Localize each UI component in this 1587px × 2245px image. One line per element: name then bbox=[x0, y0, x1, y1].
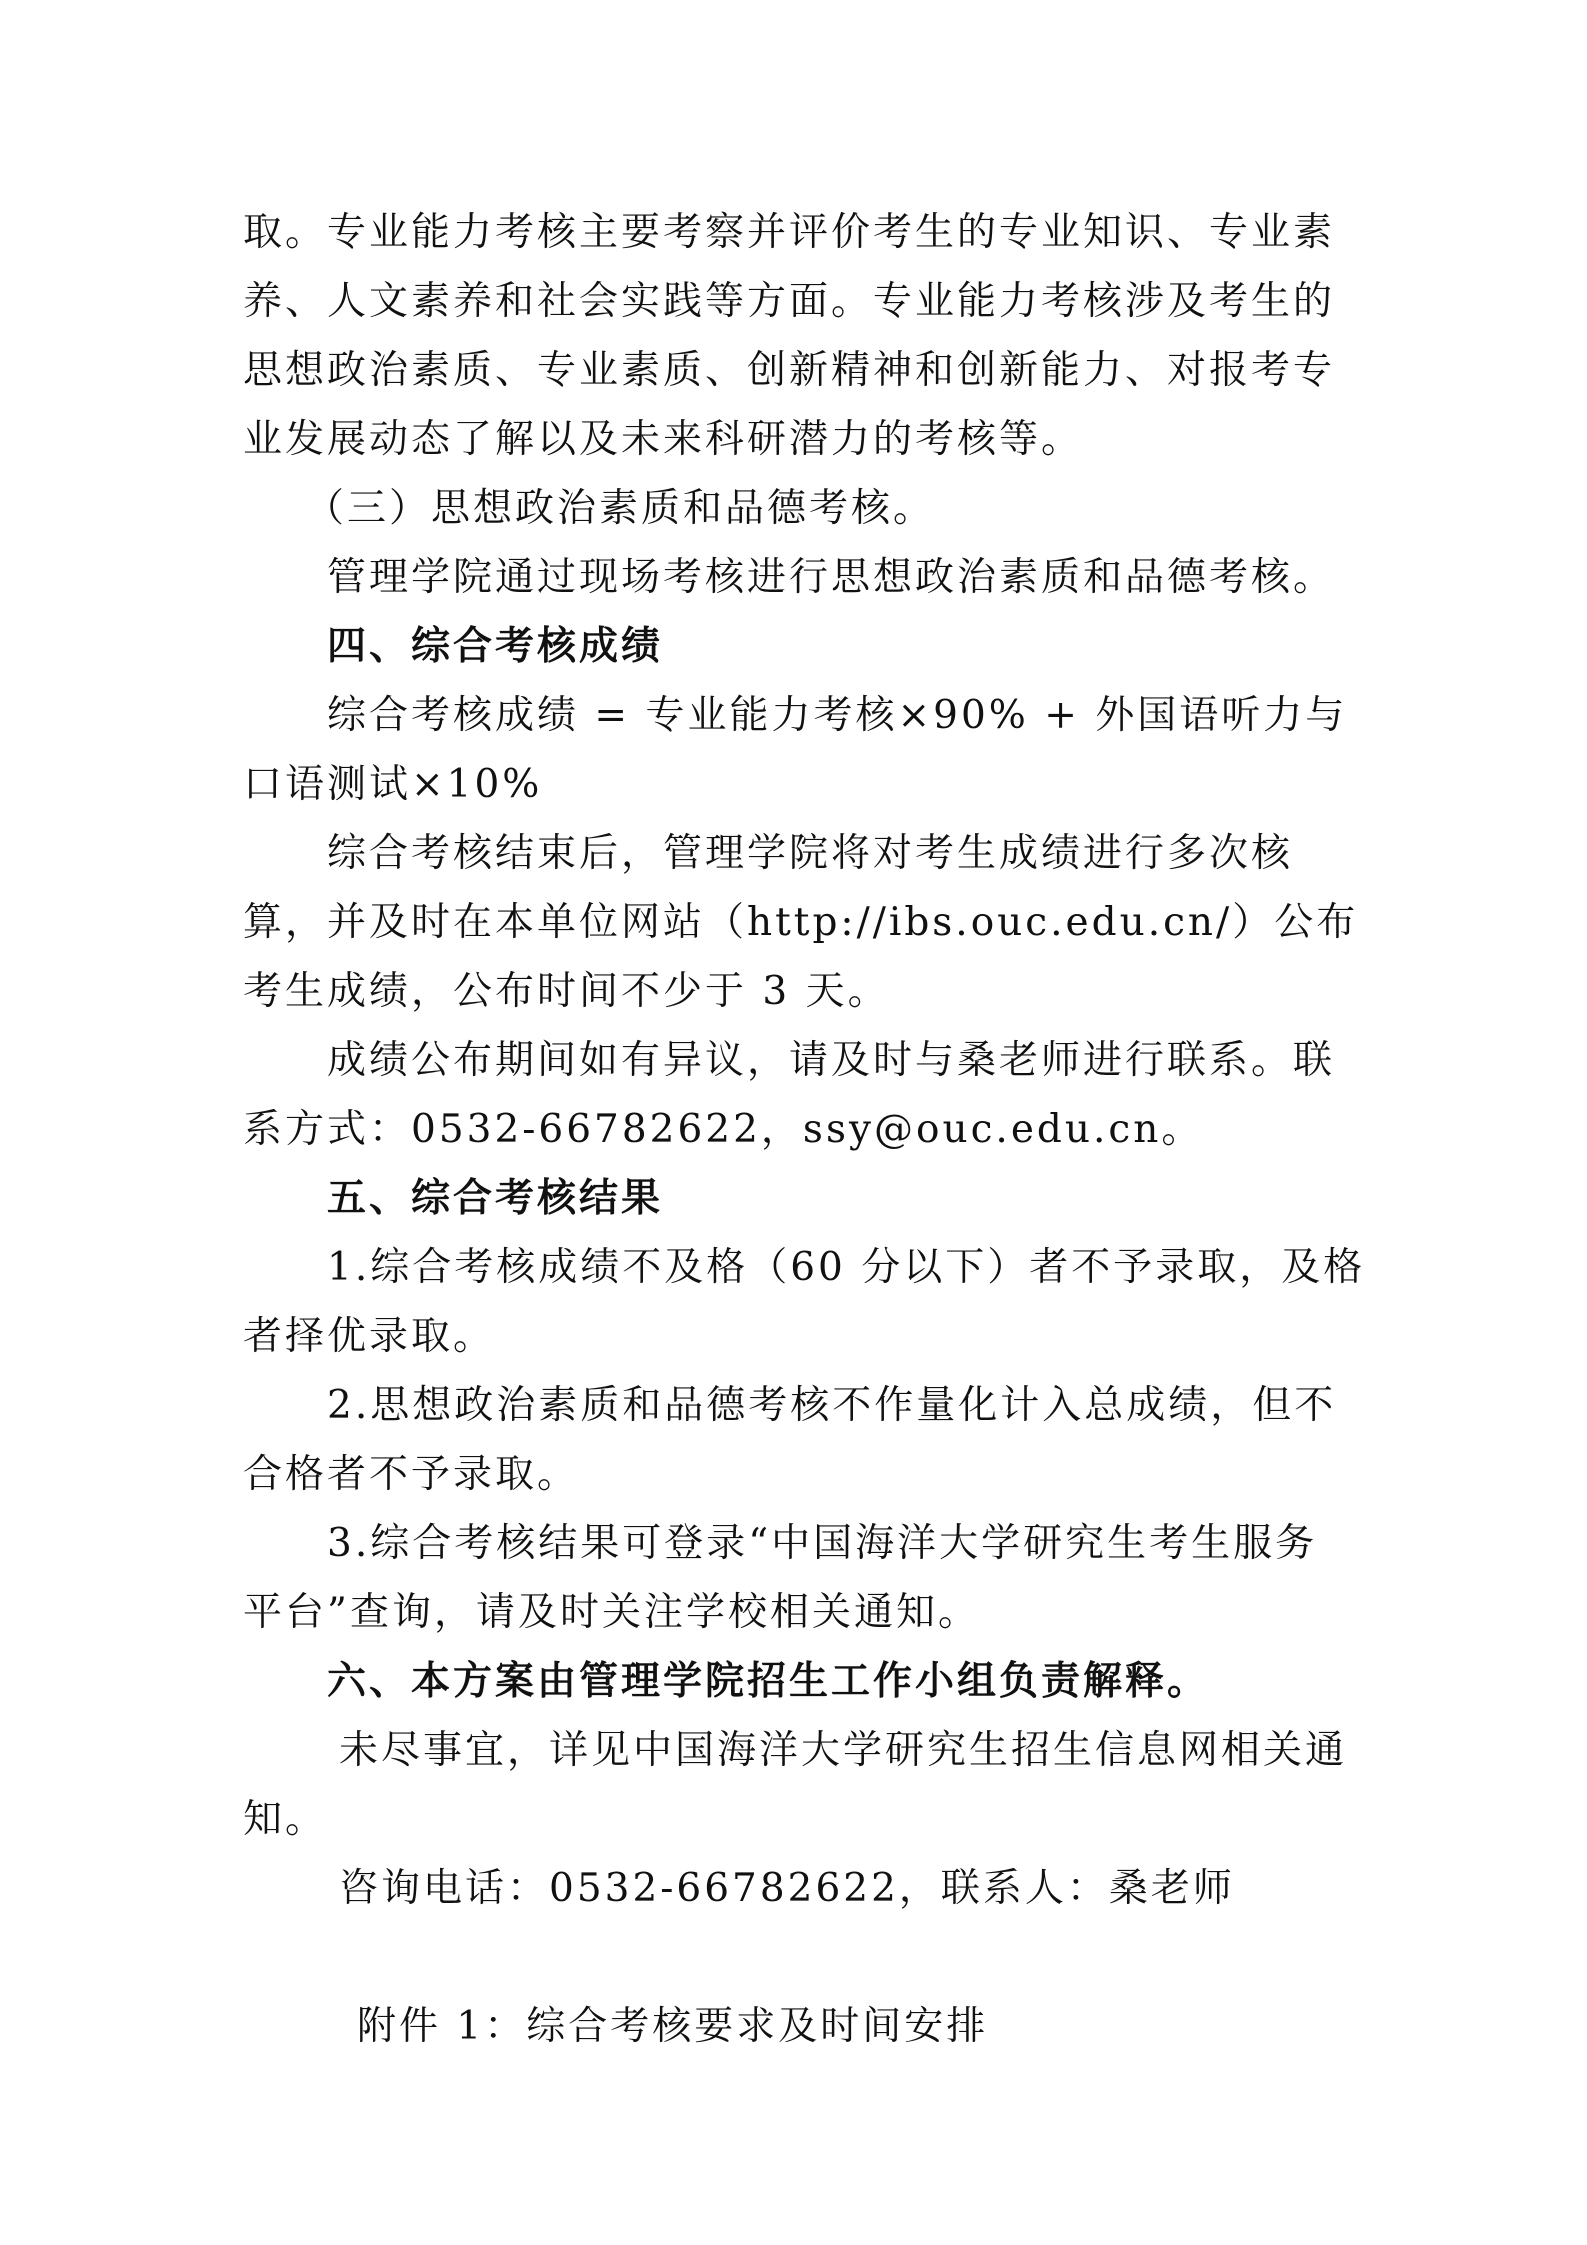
list-item: 3.综合考核结果可登录“中国海洋大学研究生考生服务 bbox=[327, 1521, 1318, 1566]
list-item: 2.思想政治素质和品德考核不作量化计入总成绩，但不 bbox=[327, 1383, 1337, 1428]
document-body bbox=[243, 198, 1366, 2061]
list-item-continuation: 者择优录取。 bbox=[243, 1314, 496, 1359]
paragraph-line: 养、人文素养和社会实践等方面。专业能力考核涉及考生的 bbox=[243, 279, 1336, 324]
list-item-continuation: 合格者不予录取。 bbox=[243, 1452, 580, 1497]
formula-line: 综合考核成绩 = 专业能力考核×90% + 外国语听力与 bbox=[327, 693, 1348, 738]
subsection-title: （三）思想政治素质和品德考核。 bbox=[305, 486, 936, 531]
list-item: 1.综合考核成绩不及格（60 分以下）者不予录取，及格 bbox=[327, 1245, 1366, 1290]
paragraph-line: 综合考核结束后，管理学院将对考生成绩进行多次核 bbox=[327, 831, 1294, 876]
spacer bbox=[243, 1923, 1351, 1992]
paragraph-line: 未尽事宜，详见中国海洋大学研究生招生信息网相关通 bbox=[339, 1728, 1348, 1773]
section-heading: 五、综合考核结果 bbox=[327, 1176, 664, 1221]
paragraph-line: 思想政治素质、专业素质、创新精神和创新能力、对报考专 bbox=[243, 348, 1336, 393]
section-heading: 四、综合考核成绩 bbox=[327, 624, 664, 669]
paragraph-line: 业发展动态了解以及未来科研潜力的考核等。 bbox=[243, 417, 1084, 462]
paragraph-line: 成绩公布期间如有异议，请及时与桑老师进行联系。联 bbox=[327, 1038, 1336, 1083]
attachment-line: 附件 1：综合考核要求及时间安排 bbox=[357, 2004, 989, 2049]
list-item-continuation: 平台”查询，请及时关注学校相关通知。 bbox=[243, 1590, 980, 1635]
consult-phone-line: 咨询电话：0532-66782622，联系人：桑老师 bbox=[339, 1866, 1235, 1911]
paragraph-line: 知。 bbox=[243, 1797, 328, 1842]
formula-line: 口语测试×10% bbox=[243, 762, 543, 807]
paragraph-line: 考生成绩，公布时间不少于 3 天。 bbox=[243, 969, 890, 1014]
paragraph-line: 管理学院通过现场考核进行思想政治素质和品德考核。 bbox=[327, 555, 1336, 600]
contact-line: 系方式：0532-66782622，ssy@ouc.edu.cn。 bbox=[243, 1107, 1204, 1152]
section-heading: 六、本方案由管理学院招生工作小组负责解释。 bbox=[327, 1659, 1210, 1704]
paragraph-line: 算，并及时在本单位网站（http://ibs.ouc.edu.cn/）公布 bbox=[243, 900, 1359, 945]
paragraph-line: 取。专业能力考核主要考察并评价考生的专业知识、专业素 bbox=[243, 210, 1336, 255]
